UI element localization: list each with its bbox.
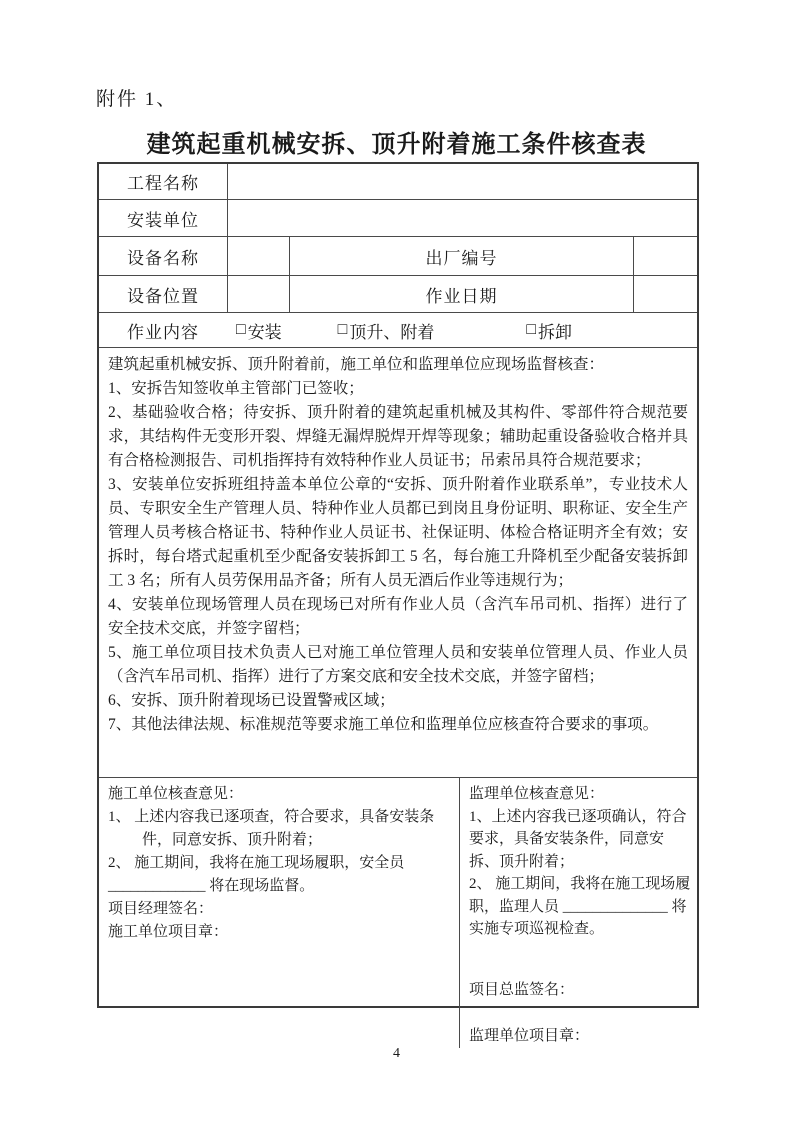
checkbox-label-jacking-attach: 顶升、附着 [349,322,435,342]
checkbox-option-install[interactable] [236,318,282,343]
checkbox-label-dismantle: 拆卸 [538,322,573,342]
factory-number-label: 出厂编号 [289,237,633,275]
page-number: 4 [393,1046,400,1061]
table-row-work-content [99,313,697,348]
project-name-value[interactable] [227,164,697,199]
checklist-item-6: 6、安拆、顶升附着现场已设置警戒区域； [108,692,395,709]
construction-unit-seal-label: 施工单位项目章： [108,924,229,940]
table-row-install-unit [99,200,697,237]
review-section [99,778,697,1048]
checklist-body [99,348,697,778]
project-name-label: 工程名称 [127,174,199,193]
checkbox-icon[interactable]: □ [236,321,246,338]
checklist-table [97,162,699,1044]
table-row-equipment-location [99,276,697,313]
supervision-review-section [459,778,697,1048]
work-date-value[interactable] [633,276,697,312]
equipment-location-label: 设备位置 [127,286,199,306]
checklist-item-2: 2、基础验收合格；待安拆、顶升附着的建筑起重机械及其构件、零部件符合规范要求，其结构件无变形开裂、焊缝无漏焊脱焊开焊等现象；辅助起重设备验收合格并具有合格检测报告、司机指挥持有效特种作业人员证书；吊索吊具符合规范要求； [108,404,688,469]
equipment-location-value[interactable] [227,276,289,312]
work-date-label: 作业日期 [289,276,633,312]
equipment-name-label: 设备名称 [127,248,199,268]
checklist-item-1: 1、安拆告知签收单主管部门已签收； [108,380,364,397]
supervision-review-item-2: 2、 施工期间，我将在施工现场履职，监理人员 ______________ 将实施专项巡视检查。 [469,876,691,937]
work-content-options [227,313,697,347]
checkbox-option-jacking-attach[interactable] [338,318,435,343]
supervision-review-item-1: 1、上述内容我已逐项确认，符合要求，具备安装条件，同意安拆、顶升附着； [469,808,687,870]
table-row-equipment-name [99,237,697,276]
construction-review-item-1: 1、 上述内容我已逐项查，符合要求，具备安装条件，同意安拆、顶升附着； [108,809,435,848]
chief-supervisor-signature-label: 项目总监签名： [469,981,575,998]
page-title: 建筑起重机械安拆、顶升附着施工条件核查表 [146,131,647,158]
checklist-item-5: 5、施工单位项目技术负责人已对施工单位管理人员和安装单位管理人员、作业人员（含汽车吊司机、指挥）进行了方案交底和安全技术交底，并签字留档； [108,644,688,685]
construction-review-section [99,778,459,1048]
checklist-item-3: 3、安装单位安拆班组持盖本单位公章的“安拆、顶升附着作业联系单”，专业技术人员、专职安全生产管理人员、特种作业人员都已到岗且身份证明、职称证、安全生产管理人员考核合格证书、特种作业人员证书、社保证明、体检合格证明齐全有效；安拆时，每台塔式起重机至少配备安装拆卸工 5 名，每台施工升降机至少配备安装拆卸工 3 名；所有人员劳保用品齐备；所有人员无酒后作业等违规行为； [108,476,688,589]
supervision-review-heading: 监理单位核查意见： [469,786,605,802]
checkbox-option-dismantle[interactable] [526,318,572,343]
construction-review-item-2: 2、 施工期间，我将在施工现场履职，安全员 _____________ 将在现场监督。 [108,855,405,894]
install-unit-value[interactable] [227,200,697,236]
checklist-intro: 建筑起重机械安拆、顶升附着前，施工单位和监理单位应现场监督核查： [108,356,605,373]
construction-review-heading: 施工单位核查意见： [108,786,244,802]
attachment-label: 附件 1、 [96,89,178,110]
factory-number-value[interactable] [633,237,697,275]
install-unit-label: 安装单位 [127,210,199,230]
checkbox-icon[interactable]: □ [526,321,537,338]
project-manager-signature-label: 项目经理签名： [108,901,214,917]
work-content-label: 作业内容 [127,322,199,342]
checkbox-icon[interactable]: □ [337,321,348,338]
equipment-name-value[interactable] [227,237,289,275]
checklist-item-7: 7、其他法律法规、标准规范等要求施工单位和监理单位应核查符合要求的事项。 [108,716,659,733]
checkbox-label-install: 安装 [247,322,282,342]
table-row-project-name [99,164,697,200]
supervision-unit-seal-label: 监理单位项目章： [469,1028,590,1044]
checklist-item-4: 4、安装单位现场管理人员在现场已对所有作业人员（含汽车吊司机、指挥）进行了安全技术交底，并签字留档； [108,596,688,637]
